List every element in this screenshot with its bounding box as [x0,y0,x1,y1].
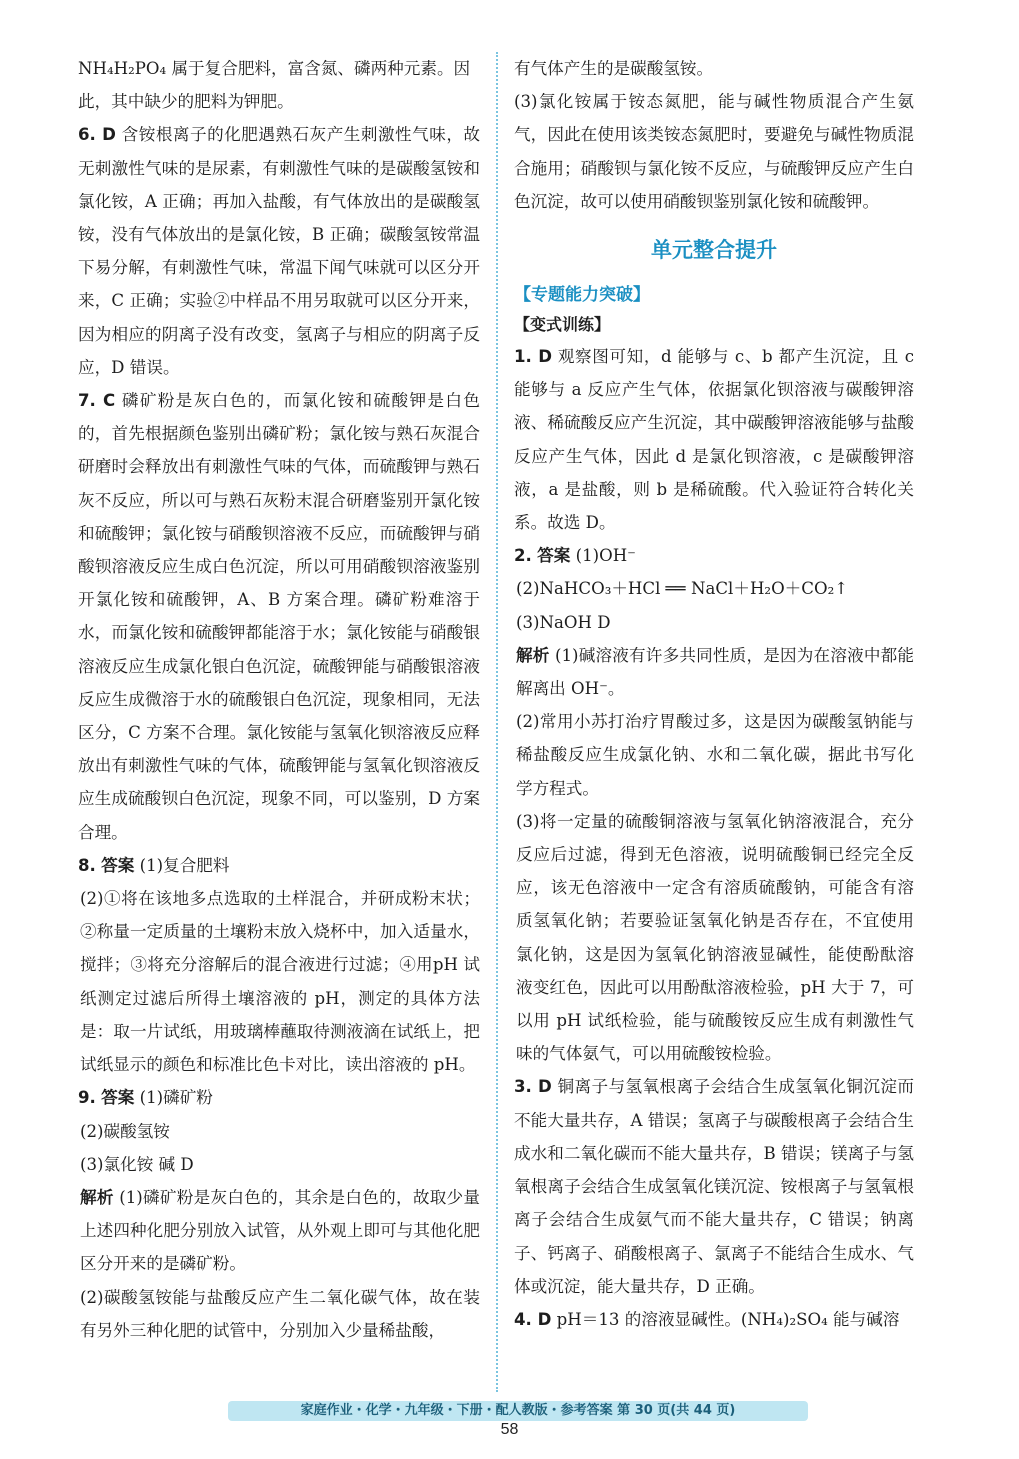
answer-q9-part3 [78,1148,480,1181]
answer-4 [514,1303,914,1336]
question-number: 1. D [514,347,552,367]
analysis-text: (2)碳酸氢铵能与盐酸反应产生二氧化碳气体，故在装有另外三种化肥的试管中，分别加入少量稀盐酸， [80,1287,480,1340]
unit-title: 单元整合提升 [651,238,777,263]
question-number: 7. C [78,391,116,411]
section-heading: 【专题能力突破】 [514,285,650,306]
answer-q9-part2 [78,1115,480,1148]
answer-3 [514,1070,914,1302]
answer-text: (1)OH⁻ [570,546,636,566]
footer-banner: 家庭作业・化学・九年级・下册・配人教版・参考答案 第 30 页(共 44 页) [228,1401,808,1421]
answer-q7 [78,384,480,849]
answer-2 [514,539,914,572]
answer-q9 [78,1081,480,1114]
subsection-heading: 【变式训练】 [514,315,611,335]
analysis-q9 [78,1181,480,1281]
answer-text: 铜离子与氢氧根离子会结合生成氢氧化铜沉淀而不能大量共存，A 错误；氢离子与碳酸根离子会结合生成水和二氧化碳而不能大量共存，B 错误；镁离子与氢氧根离子会结合生成氢氧化镁沉淀、铵根离子与氢氧根离子会结合生成氨气而不能大量共存，C 错误；钠离子、钙离子、硝酸根离子、氯离子不能结合生成水、气体或沉淀，能大量共存，D 正确。 [514,1077,914,1296]
answer-text: pH＝13 的溶液显碱性。(NH₄)₂SO₄ 能与碱溶 [551,1309,900,1329]
answer-1 [514,340,914,539]
answer-label: 答案 [101,1088,135,1108]
paragraph-q5-tail [78,52,480,118]
answer-2-part3 [514,606,914,639]
question-number: 9. [78,1088,96,1108]
answer-text: (3)NaOH D [516,612,611,632]
right-column [514,52,914,1336]
analysis-label: 解析 [516,645,550,665]
page-number: 58 [500,1421,519,1438]
chemical-equation: (2)NaHCO₃＋HCl ══ NaCl＋H₂O＋CO₂↑ [516,579,849,599]
answer-q8-part2 [78,882,480,1081]
paragraph-q9-tail [514,52,914,85]
answer-q8 [78,849,480,882]
analysis-2-part2 [514,705,914,805]
analysis-label: 解析 [80,1187,114,1207]
question-number: 4. D [514,1309,552,1329]
analysis-2 [514,639,914,705]
question-number: 3. D [514,1077,552,1097]
answer-text: (2)碳酸氢铵 [80,1121,170,1141]
question-number: 6. D [78,125,116,145]
question-number: 8. [78,855,96,875]
analysis-text: (1)碱溶液有许多共同性质，是因为在溶液中都能解离出 OH⁻。 [516,645,915,699]
answer-text: 磷矿粉是灰白色的，而氯化铵和硫酸钾是白色的，首先根据颜色鉴别出磷矿粉；氯化铵与熟石灰混合研磨时会释放出有刺激性气味的气体，而硫酸钾与熟石灰不反应，所以可与熟石灰粉末混合研磨鉴别开氯化铵和硫酸钾；氯化铵与硝酸钡溶液不反应，而硫酸钾与硝酸钡溶液反应生成白色沉淀，所以可用硝酸钡溶液鉴别开氯化铵和硫酸钾，A、B 方案合理。磷矿粉难溶于水，而氯化铵和硫酸钾都能溶于水；氯化铵能与硝酸银溶液反应生成氯化银白色沉淀，硫酸钾能与硝酸银溶液反应生成微溶于水的硫酸银白色沉淀，现象相同，无法区分，C 方案不合理。氯化铵能与氢氧化钡溶液反应释放出有刺激性气味的气体，硫酸钾能与氢氧化钡溶液反应生成硫酸钡白色沉淀，现象不同，可以鉴别，D 方案合理。 [78,391,480,842]
answer-text: (1)复合肥料 [134,855,230,875]
analysis-text: (3)将一定量的硫酸铜溶液与氢氧化钠溶液混合，充分反应后过滤，得到无色溶液，说明硫酸铜已经完全反应，该无色溶液中一定含有溶质硫酸钠，可能含有溶质氢氧化钠；若要验证氢氧化钠是否存在，不宜使用氯化钠，这是因为氢氧化钠溶液显碱性，能使酚酞溶液变红色，因此可以用酚酞溶液检验，pH 大于 7，可以用 pH 试纸检验，能与硫酸铵反应生成有刺激性气味的气体氨气，可以用硫酸铵检验。 [516,811,914,1064]
paragraph-q9-part3 [514,85,914,218]
analysis-q9-part2 [78,1281,480,1347]
question-number: 2. [514,546,532,566]
answer-label: 答案 [101,855,135,875]
column-divider [496,52,498,1392]
answer-text: 含铵根离子的化肥遇熟石灰产生刺激性气味，故无刺激性气味的是尿素，有刺激性气味的是碳酸氢铵和氯化铵，A 正确；再加入盐酸，有气体放出的是碳酸氢铵，没有气体放出的是氯化铵，B 正确；碳酸氢铵常温下易分解，有刺激性气味，常温下闻气味就可以区分开来，C 正确；实验②中样品不用另取就可以区分开来，因为相应的阴离子没有改变，氢离子与相应的阴离子反应，D 错误。 [78,125,480,377]
answer-q6 [78,118,480,384]
answer-text: (1)磷矿粉 [134,1088,213,1108]
answer-text: (2)①将在该地多点选取的土样混合，并研成粉末状；②称量一定质量的土壤粉末放入烧杯中，加入适量水，搅拌；③将充分溶解后的混合液进行过滤；④用pH 试纸测定过滤后所得土壤溶液的 pH，测定的具体方法是：取一片试纸，用玻璃棒蘸取待测液滴在试纸上，把试纸显示的颜色和标准比色卡对比，读出溶液的 pH。 [80,889,480,1075]
text-line: (3)氯化铵属于铵态氮肥，能与碱性物质混合产生氨气，因此在使用该类铵态氮肥时，要避免与碱性物质混合施用；硝酸钡与氯化铵不反应，与硫酸钾反应产生白色沉淀，故可以使用硝酸钡鉴别氯化铵和硫酸钾。 [514,92,914,211]
answer-2-part2 [514,572,914,605]
answer-text: 观察图可知，d 能够与 c、b 都产生沉淀，且 c 能够与 a 反应产生气体，依据氯化钡溶液与碳酸钾溶液、稀硫酸反应产生沉淀，其中碳酸钾溶液能够与盐酸反应产生气体，因此 d 是氯化钡溶液，c 是碳酸钾溶液，a 是盐酸，则 b 是稀硫酸。代入验证符合转化关系。故选 D。 [514,347,914,533]
analysis-2-part3 [514,805,914,1071]
analysis-text: (2)常用小苏打治疗胃酸过多，这是因为碳酸氢钠能与稀盐酸反应生成氯化钠、水和二氧化碳，据此书写化学方程式。 [516,712,914,798]
text-line: NH₄H₂PO₄ 属于复合肥料，富含氮、磷两种元素。因 [78,59,471,78]
analysis-text: (1)磷矿粉是灰白色的，其余是白色的，故取少量上述四种化肥分别放入试管，从外观上即可与其他化肥区分开来的是磷矿粉。 [80,1187,481,1274]
text-line: 有气体产生的是碳酸氢铵。 [514,59,714,78]
left-column [78,52,480,1347]
answer-label: 答案 [537,546,571,566]
text-line: 此，其中缺少的肥料为钾肥。 [78,92,294,112]
answer-text: (3)氯化铵 碱 D [80,1154,194,1174]
